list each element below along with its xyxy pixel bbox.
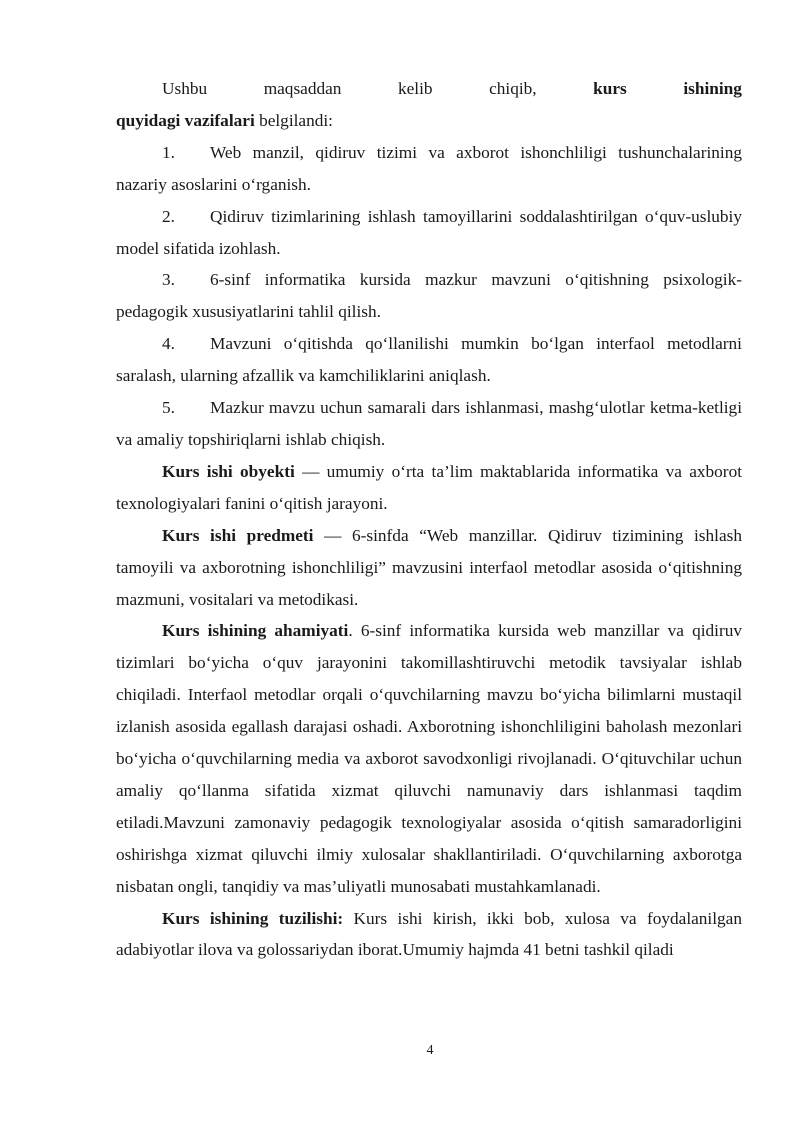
intro-first-line bbox=[116, 73, 742, 105]
intro-word: maqsaddan bbox=[263, 79, 342, 98]
task-text: 6-sinf informatika kursida mazkur mavzuni o‘qitishning psixologik-pedagogik xususiyatlarini tahlil qilish. bbox=[116, 270, 742, 322]
task-item bbox=[116, 201, 742, 265]
task-number: 4. bbox=[162, 334, 175, 354]
task-text: Mavzuni o‘qitishda qo‘llanilishi mumkin bo‘lgan interfaol metodlarni saralash, ularning afzallik va kamchiliklarini aniqlash. bbox=[116, 334, 742, 386]
task-text: Mazkur mavzu uchun samarali dars ishlanmasi, mashg‘ulotlar ketma-ketligi va amaliy topshiriqlarni ishlab chiqish. bbox=[116, 398, 742, 449]
subject-label: Kurs ishi predmeti bbox=[162, 525, 314, 545]
object-paragraph bbox=[116, 456, 742, 520]
intro-bold-word: kurs bbox=[593, 79, 627, 98]
importance-label: Kurs ishining ahamiyati bbox=[162, 621, 349, 641]
object-label: Kurs ishi obyekti bbox=[162, 461, 295, 481]
intro-second-line bbox=[116, 105, 742, 137]
structure-paragraph bbox=[116, 903, 742, 967]
importance-text: . 6-sinf informatika kursida web manzillar va qidiruv tizimlari bo‘yicha o‘quv jarayonini takomillashtiruvchi metodik tavsiyalar ishlab chiqiladi. Interfaol metodlar orqali o‘quvchilarning mavzu bo‘yicha bilimlarni mustaqil izlanish asosida egallash darajasi oshadi. Axborotning ishonchliligini baholash mezonlari bo‘yicha o‘quvchilarning media va axborot savodxonligi rivojlanadi. O‘qituvchilar uchun amaliy qo‘llanma sifatida xizmat qiluvchi namunaviy dars ishlanmasi taqdim etiladi.Mavzuni zamonaviy pedagogik texnologiyalar asosida o‘qitish samaradorligini oshirishga xizmat qiluvchi ilmiy xulosalar shakllantiriladi. O‘quvchilarning axborotga nisbatan ongli, tanqidiy va mas’uliyatli munosabati mustahkamlanadi. bbox=[116, 621, 742, 896]
intro-word: kelib bbox=[397, 79, 433, 98]
intro-rest: belgilandi: bbox=[254, 110, 333, 130]
importance-paragraph bbox=[116, 615, 742, 902]
task-item bbox=[116, 328, 742, 392]
task-number: 3. bbox=[162, 270, 175, 290]
structure-text: Kurs ishi kirish, ikki bob, xulosa va foydalanilgan adabiyotlar ilova va golossariydan iborat.Umumiy hajmda 41 betni tashkil qiladi bbox=[116, 908, 742, 960]
task-number: 5. bbox=[162, 398, 175, 418]
task-item bbox=[116, 264, 742, 328]
subject-paragraph bbox=[116, 520, 742, 616]
subject-text: — 6-sinfda “Web manzillar. Qidiruv tizimining ishlash tamoyili va axborotning ishonchliligi” mavzusini interfaol metodlar asosida o‘qitishning mazmuni, vositalari va metodikasi. bbox=[116, 525, 742, 609]
task-number: 2. bbox=[162, 206, 175, 226]
task-text: Web manzil, qidiruv tizimi va axborot ishonchliligi tushunchalarining nazariy asoslarini o‘rganish. bbox=[116, 142, 742, 194]
task-item bbox=[116, 392, 742, 456]
task-item bbox=[116, 137, 742, 201]
page-number: 4 bbox=[426, 1043, 434, 1058]
intro-word: Ushbu bbox=[162, 79, 208, 98]
document-page bbox=[116, 73, 742, 966]
intro-word: chiqib, bbox=[489, 79, 537, 98]
intro-bold-continuation: quyidagi vazifalari bbox=[116, 110, 255, 130]
intro-bold-word: ishining bbox=[683, 79, 742, 98]
task-text: Qidiruv tizimlarining ishlash tamoyillarini soddalashtirilgan o‘quv-uslubiy model sifatida izohlash. bbox=[116, 206, 742, 258]
structure-label: Kurs ishining tuzilishi: bbox=[162, 908, 344, 928]
task-number: 1. bbox=[162, 142, 175, 162]
object-text: — umumiy o‘rta ta’lim maktablarida informatika va axborot texnologiyalari fanini o‘qitish jarayoni. bbox=[116, 461, 743, 513]
